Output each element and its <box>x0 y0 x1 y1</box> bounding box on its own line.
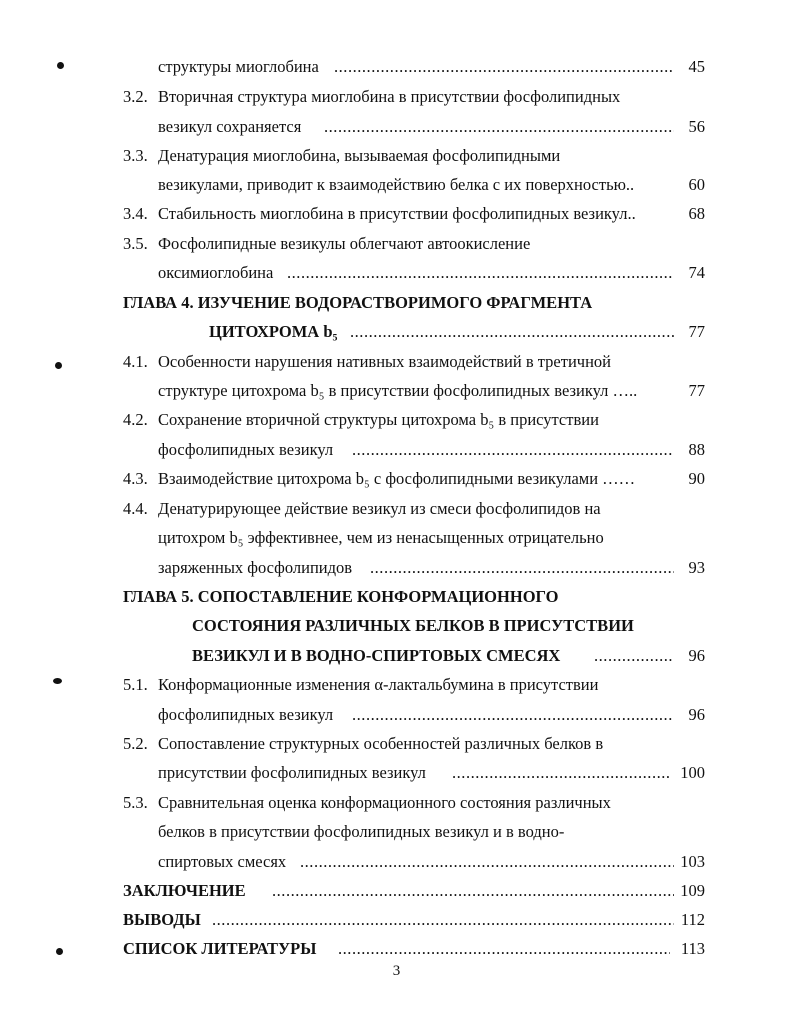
toc-entry <box>0 437 793 463</box>
toc-entry-text: ВЕЗИКУЛ И В ВОДНО-СПИРТОВЫХ СМЕСЯХ <box>192 646 561 665</box>
toc-entry <box>0 849 793 875</box>
toc-leader <box>352 702 674 728</box>
toc-entry-text: фосфолипидных везикул <box>158 440 334 459</box>
toc-entry <box>0 54 793 80</box>
toc-entry-text: ЦИТОХРОМА b₅ <box>209 322 338 341</box>
toc-entry-number: 4.4. <box>123 499 148 518</box>
toc-entry-text: ГЛАВА 4. ИЗУЧЕНИЕ ВОДОРАСТВОРИМОГО ФРАГМЕНТА <box>123 293 593 312</box>
toc-entry-text: ЗАКЛЮЧЕНИЕ <box>123 881 246 900</box>
toc-entry <box>0 702 793 728</box>
toc-entry-page: 88 <box>688 440 705 459</box>
toc-entry <box>0 349 793 375</box>
toc-leader <box>452 760 670 786</box>
toc-entry-text: Вторичная структура миоглобина в присутствии фосфолипидных <box>158 87 621 106</box>
toc-entry <box>0 672 793 698</box>
toc-entry-page: 93 <box>688 558 705 577</box>
toc-leader <box>352 437 674 463</box>
toc-entry <box>0 114 793 140</box>
toc-entry-page: 109 <box>680 881 705 900</box>
toc-entry-text: СПИСОК ЛИТЕРАТУРЫ <box>123 939 317 958</box>
toc-entry-text: Денатурация миоглобина, вызываемая фосфолипидными <box>158 146 561 165</box>
toc-entry <box>0 496 793 522</box>
toc-entry <box>0 525 793 551</box>
toc-entry-number: 3.5. <box>123 234 148 253</box>
toc-chapter-heading <box>0 613 793 639</box>
toc-chapter-heading <box>0 290 793 316</box>
toc-entry-text: структуре цитохрома b₅ в присутствии фосфолипидных везикул ….. <box>158 381 638 400</box>
toc-section-heading <box>0 878 793 904</box>
toc-entry-text: белков в присутствии фосфолипидных везикул и в водно- <box>158 822 565 841</box>
toc-entry <box>0 143 793 169</box>
toc-chapter-heading <box>0 584 793 610</box>
toc-entry-text: Взаимодействие цитохрома b₅ с фосфолипидными везикулами …… <box>158 469 636 488</box>
toc-leader <box>212 907 674 933</box>
toc-leader <box>334 54 674 80</box>
toc-entry <box>0 407 793 433</box>
toc-entry-page: 74 <box>688 263 705 282</box>
toc-entry <box>0 172 793 198</box>
toc-entry-page: 96 <box>688 646 705 665</box>
toc-chapter-heading <box>0 643 793 669</box>
toc-section-heading <box>0 936 793 962</box>
toc-entry-page: 90 <box>688 469 705 488</box>
toc-entry <box>0 760 793 786</box>
toc-entry-page: 112 <box>680 910 705 929</box>
toc-entry-number: 3.4. <box>123 204 148 223</box>
toc-entry-text: Конформационные изменения α-лактальбумина в присутствии <box>158 675 599 694</box>
toc-entry <box>0 819 793 845</box>
toc-entry <box>0 84 793 110</box>
toc-entry <box>0 260 793 286</box>
toc-entry-number: 5.1. <box>123 675 148 694</box>
toc-entry <box>0 201 793 227</box>
toc-leader <box>594 643 674 669</box>
toc-entry-page: 56 <box>688 117 705 136</box>
toc-entry-text: Особенности нарушения нативных взаимодействий в третичной <box>158 352 611 371</box>
toc-entry-page: 113 <box>680 939 705 958</box>
toc-entry-text: везикулами, приводит к взаимодействию белка с их поверхностью.. <box>158 175 635 194</box>
toc-leader <box>370 555 674 581</box>
toc-entry-page: 77 <box>688 381 705 400</box>
toc-entry-text: фосфолипидных везикул <box>158 705 334 724</box>
toc-entry-number: 4.1. <box>123 352 148 371</box>
toc-entry-page: 68 <box>688 204 705 223</box>
toc-leader <box>324 114 674 140</box>
toc-entry <box>0 790 793 816</box>
toc-entry-text: присутствии фосфолипидных везикул <box>158 763 426 782</box>
toc-entry-number: 4.3. <box>123 469 148 488</box>
toc-entry-page: 103 <box>680 852 705 871</box>
toc-entry-number: 4.2. <box>123 410 148 429</box>
toc-entry-text: Фосфолипидные везикулы облегчают автоокисление <box>158 234 531 253</box>
toc-entry-text: заряженных фосфолипидов <box>158 558 353 577</box>
toc-entry <box>0 231 793 257</box>
toc-chapter-heading <box>0 319 793 345</box>
toc-leader <box>350 319 674 345</box>
toc-entry-text: ГЛАВА 5. СОПОСТАВЛЕНИЕ КОНФОРМАЦИОННОГО <box>123 587 559 606</box>
toc-entry-page: 45 <box>688 57 705 76</box>
toc-entry <box>0 466 793 492</box>
toc-entry-text: Сохранение вторичной структуры цитохрома b₅ в присутствии <box>158 410 599 429</box>
toc-entry <box>0 731 793 757</box>
toc-entry-number: 3.3. <box>123 146 148 165</box>
toc-entry-number: 5.2. <box>123 734 148 753</box>
toc-leader <box>272 878 674 904</box>
toc-entry-text: СОСТОЯНИЯ РАЗЛИЧНЫХ БЕЛКОВ В ПРИСУТСТВИИ <box>192 616 634 635</box>
toc-entry-page: 96 <box>688 705 705 724</box>
toc-entry-text: ВЫВОДЫ <box>123 910 201 929</box>
toc-entry-text: везикул сохраняется <box>158 117 302 136</box>
toc-entry-text: спиртовых смесях <box>158 852 287 871</box>
toc-entry-text: Стабильность миоглобина в присутствии фосфолипидных везикул.. <box>158 204 636 223</box>
toc-entry-number: 5.3. <box>123 793 148 812</box>
toc-entry-page: 60 <box>688 175 705 194</box>
toc-entry-number: 3.2. <box>123 87 148 106</box>
toc-leader <box>287 260 674 286</box>
toc-leader <box>338 936 670 962</box>
toc-entry-page: 77 <box>688 322 705 341</box>
toc-entry-text: Денатурирующее действие везикул из смеси фосфолипидов на <box>158 499 601 518</box>
toc-entry-text: оксимиоглобина <box>158 263 274 282</box>
toc-section-heading <box>0 907 793 933</box>
toc-entry-text: Сравнительная оценка конформационного состояния различных <box>158 793 611 812</box>
toc-entry <box>0 555 793 581</box>
toc-entry-text: Сопоставление структурных особенностей различных белков в <box>158 734 604 753</box>
toc-leader <box>300 849 674 875</box>
toc-entry-page: 100 <box>680 763 705 782</box>
toc-entry <box>0 378 793 404</box>
toc-entry-text: структуры миоглобина <box>158 57 319 76</box>
page-number: 3 <box>392 963 401 979</box>
toc-entry-text: цитохром b₅ эффективнее, чем из ненасыщенных отрицательно <box>158 528 604 547</box>
